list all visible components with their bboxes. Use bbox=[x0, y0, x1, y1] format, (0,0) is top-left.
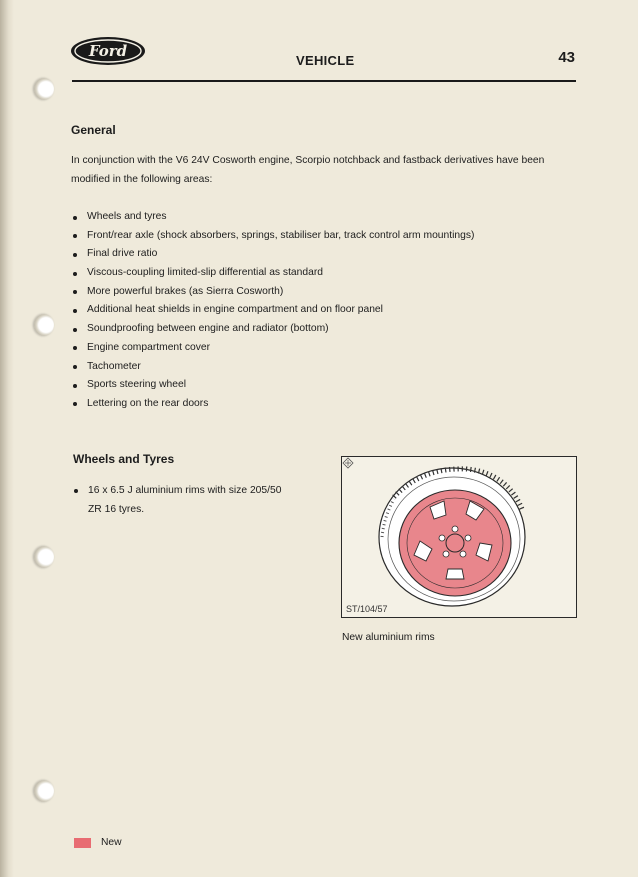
page-edge bbox=[0, 0, 14, 877]
wheels-list bbox=[73, 481, 288, 519]
wheel-illustration-icon bbox=[342, 457, 576, 617]
modification-list bbox=[71, 208, 474, 414]
wheel-figure bbox=[341, 456, 577, 618]
list-item: Wheels and tyres bbox=[71, 208, 474, 227]
list-item: Sports steering wheel bbox=[71, 376, 474, 395]
list-item: Soundproofing between engine and radiator (bottom) bbox=[71, 320, 474, 339]
punch-hole bbox=[34, 780, 54, 802]
list-item: Engine compartment cover bbox=[71, 339, 474, 358]
punch-hole bbox=[34, 546, 54, 568]
section-title: VEHICLE bbox=[296, 53, 355, 68]
list-item: Additional heat shields in engine compartment and on floor panel bbox=[71, 301, 474, 320]
legend-swatch bbox=[74, 838, 91, 848]
general-intro: In conjunction with the V6 24V Cosworth engine, Scorpio notchback and fastback derivatives have been modified in the following areas: bbox=[71, 155, 545, 185]
figure-caption: New aluminium rims bbox=[342, 632, 435, 643]
punch-hole bbox=[34, 78, 54, 100]
list-item: Tachometer bbox=[71, 358, 474, 377]
ford-logo-icon bbox=[70, 36, 146, 66]
page-header bbox=[70, 36, 576, 82]
list-item: Final drive ratio bbox=[71, 245, 474, 264]
legend-label: New bbox=[101, 837, 122, 848]
list-item: Viscous-coupling limited-slip differential as standard bbox=[71, 264, 474, 283]
list-item: Lettering on the rear doors bbox=[71, 395, 474, 414]
list-item: More powerful brakes (as Sierra Cosworth) bbox=[71, 283, 474, 302]
list-item: Front/rear axle (shock absorbers, springs, stabiliser bar, track control arm mountings) bbox=[71, 227, 474, 246]
general-heading: General bbox=[71, 123, 116, 137]
punch-hole bbox=[34, 314, 54, 336]
header-rule bbox=[72, 80, 576, 82]
list-item: 16 x 6.5 J aluminium rims with size 205/50 ZR 16 tyres. bbox=[73, 481, 288, 519]
publisher-mark-icon bbox=[342, 457, 354, 469]
svg-text:Ford: Ford bbox=[88, 42, 128, 60]
figure-reference: ST/104/57 bbox=[346, 604, 388, 614]
page-number: 43 bbox=[558, 49, 575, 66]
wheels-heading: Wheels and Tyres bbox=[73, 452, 175, 466]
